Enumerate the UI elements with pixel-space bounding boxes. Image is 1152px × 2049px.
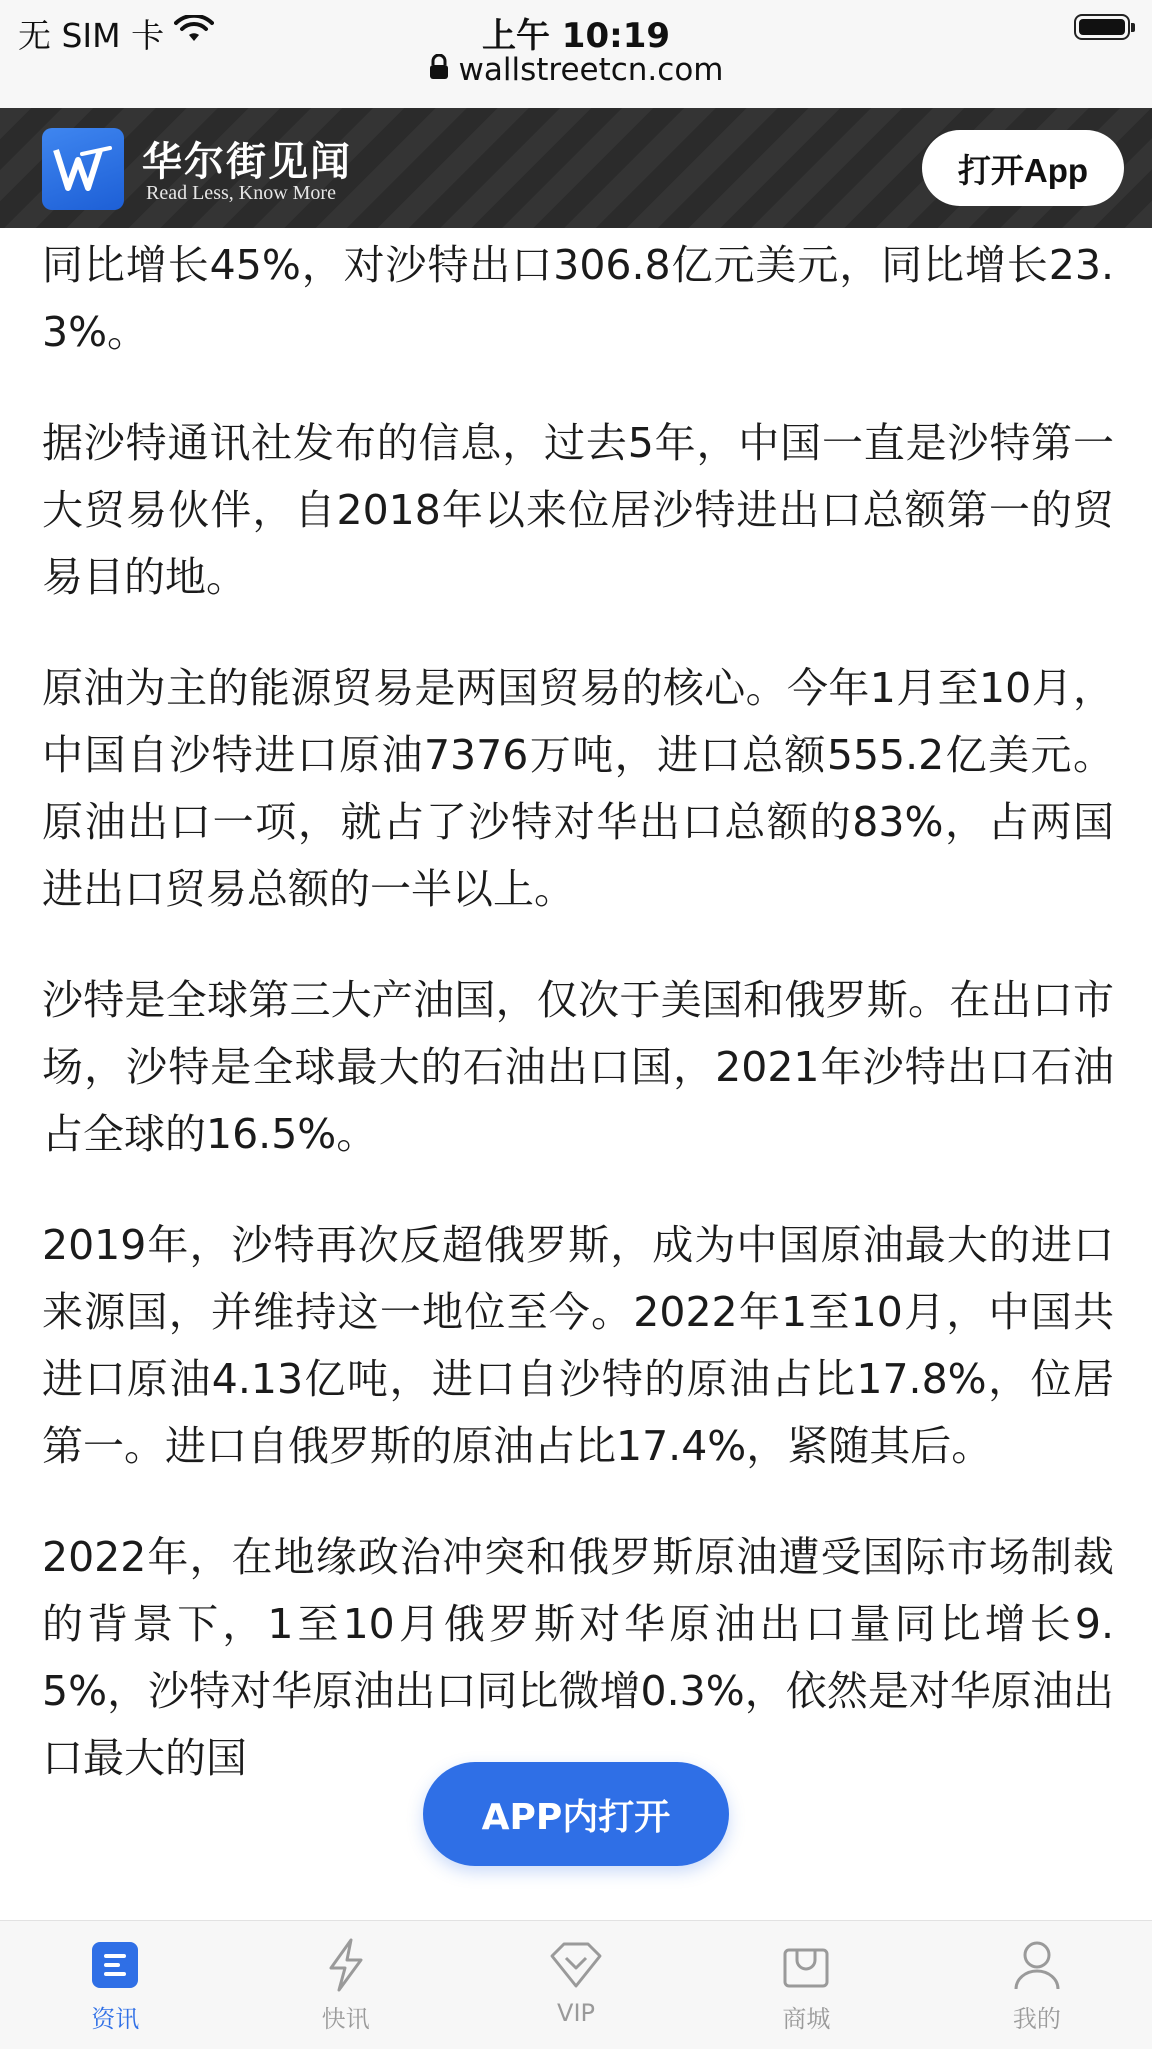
battery-icon — [1074, 14, 1130, 40]
news-icon — [87, 1937, 143, 1993]
tab-news[interactable] — [0, 1921, 230, 2049]
article-paragraph: 沙特是全球第三大产油国，仅次于美国和俄罗斯。在出口市场，沙特是全球最大的石油出口国，2021年沙特出口石油占全球的16.5%。 — [42, 976, 1114, 1158]
brand-slogan: Read Less, Know More — [146, 182, 336, 204]
article-paragraph: 同比增长45%，对沙特出口306.8亿元美元，同比增长23.3%。 — [42, 241, 1114, 356]
tab-label: VIP — [557, 1999, 595, 2027]
tab-label: 快讯 — [321, 2005, 370, 2033]
article-body — [42, 232, 1114, 1836]
tab-vip[interactable] — [461, 1921, 691, 2049]
site-header — [0, 108, 1152, 228]
diamond-icon — [548, 1937, 604, 1993]
article-paragraph: 据沙特通讯社发布的信息，过去5年，中国一直是沙特第一大贸易伙伴，自2018年以来位居沙特进出口总额第一的贸易目的地。 — [42, 419, 1114, 601]
clock: 上午 10:19 — [481, 16, 671, 56]
brand-name: 华尔街见闻 — [142, 138, 352, 185]
tab-flash[interactable] — [230, 1921, 460, 2049]
user-icon — [1009, 1937, 1065, 1993]
tab-profile[interactable] — [922, 1921, 1152, 2049]
article-paragraph: 原油为主的能源贸易是两国贸易的核心。今年1月至10月，中国自沙特进口原油7376万吨，进口总额555.2亿美元。原油出口一项，就占了沙特对华出口总额的83%，占两国进出口贸易总额的一半以上。 — [42, 664, 1114, 913]
tab-label: 我的 — [1012, 2005, 1061, 2033]
shopping-bag-icon — [778, 1937, 834, 1993]
tab-label: 商城 — [782, 2005, 831, 2033]
carrier-label: 无 SIM 卡 — [18, 16, 165, 55]
bottom-tab-bar — [0, 1920, 1152, 2049]
url-text: wallstreetcn.com — [458, 52, 724, 88]
lightning-icon — [318, 1937, 374, 1993]
article-paragraph: 2019年，沙特再次反超俄罗斯，成为中国原油最大的进口来源国，并维持这一地位至今。2022年1至10月，中国共进口原油4.13亿吨，进口自沙特的原油占比17.8%，位居第一。进口自俄罗斯的原油占比17.4%，紧随其后。 — [42, 1221, 1114, 1470]
lock-icon — [429, 52, 449, 88]
status-bar — [0, 0, 1152, 108]
brand-logo-icon[interactable] — [42, 128, 124, 210]
open-in-app-floating-button[interactable]: APP内打开 — [423, 1762, 729, 1866]
article-paragraph: 2022年，在地缘政治冲突和俄罗斯原油遭受国际市场制裁的背景下，1至10月俄罗斯对华原油出口量同比增长9.5%，沙特对华原油出口同比微增0.3%，依然是对华原油出口最大的国 — [42, 1533, 1114, 1782]
tab-mall[interactable] — [691, 1921, 921, 2049]
tab-label: 资讯 — [91, 2005, 140, 2033]
address-bar[interactable] — [0, 52, 1152, 88]
open-app-button[interactable]: 打开App — [922, 130, 1124, 206]
